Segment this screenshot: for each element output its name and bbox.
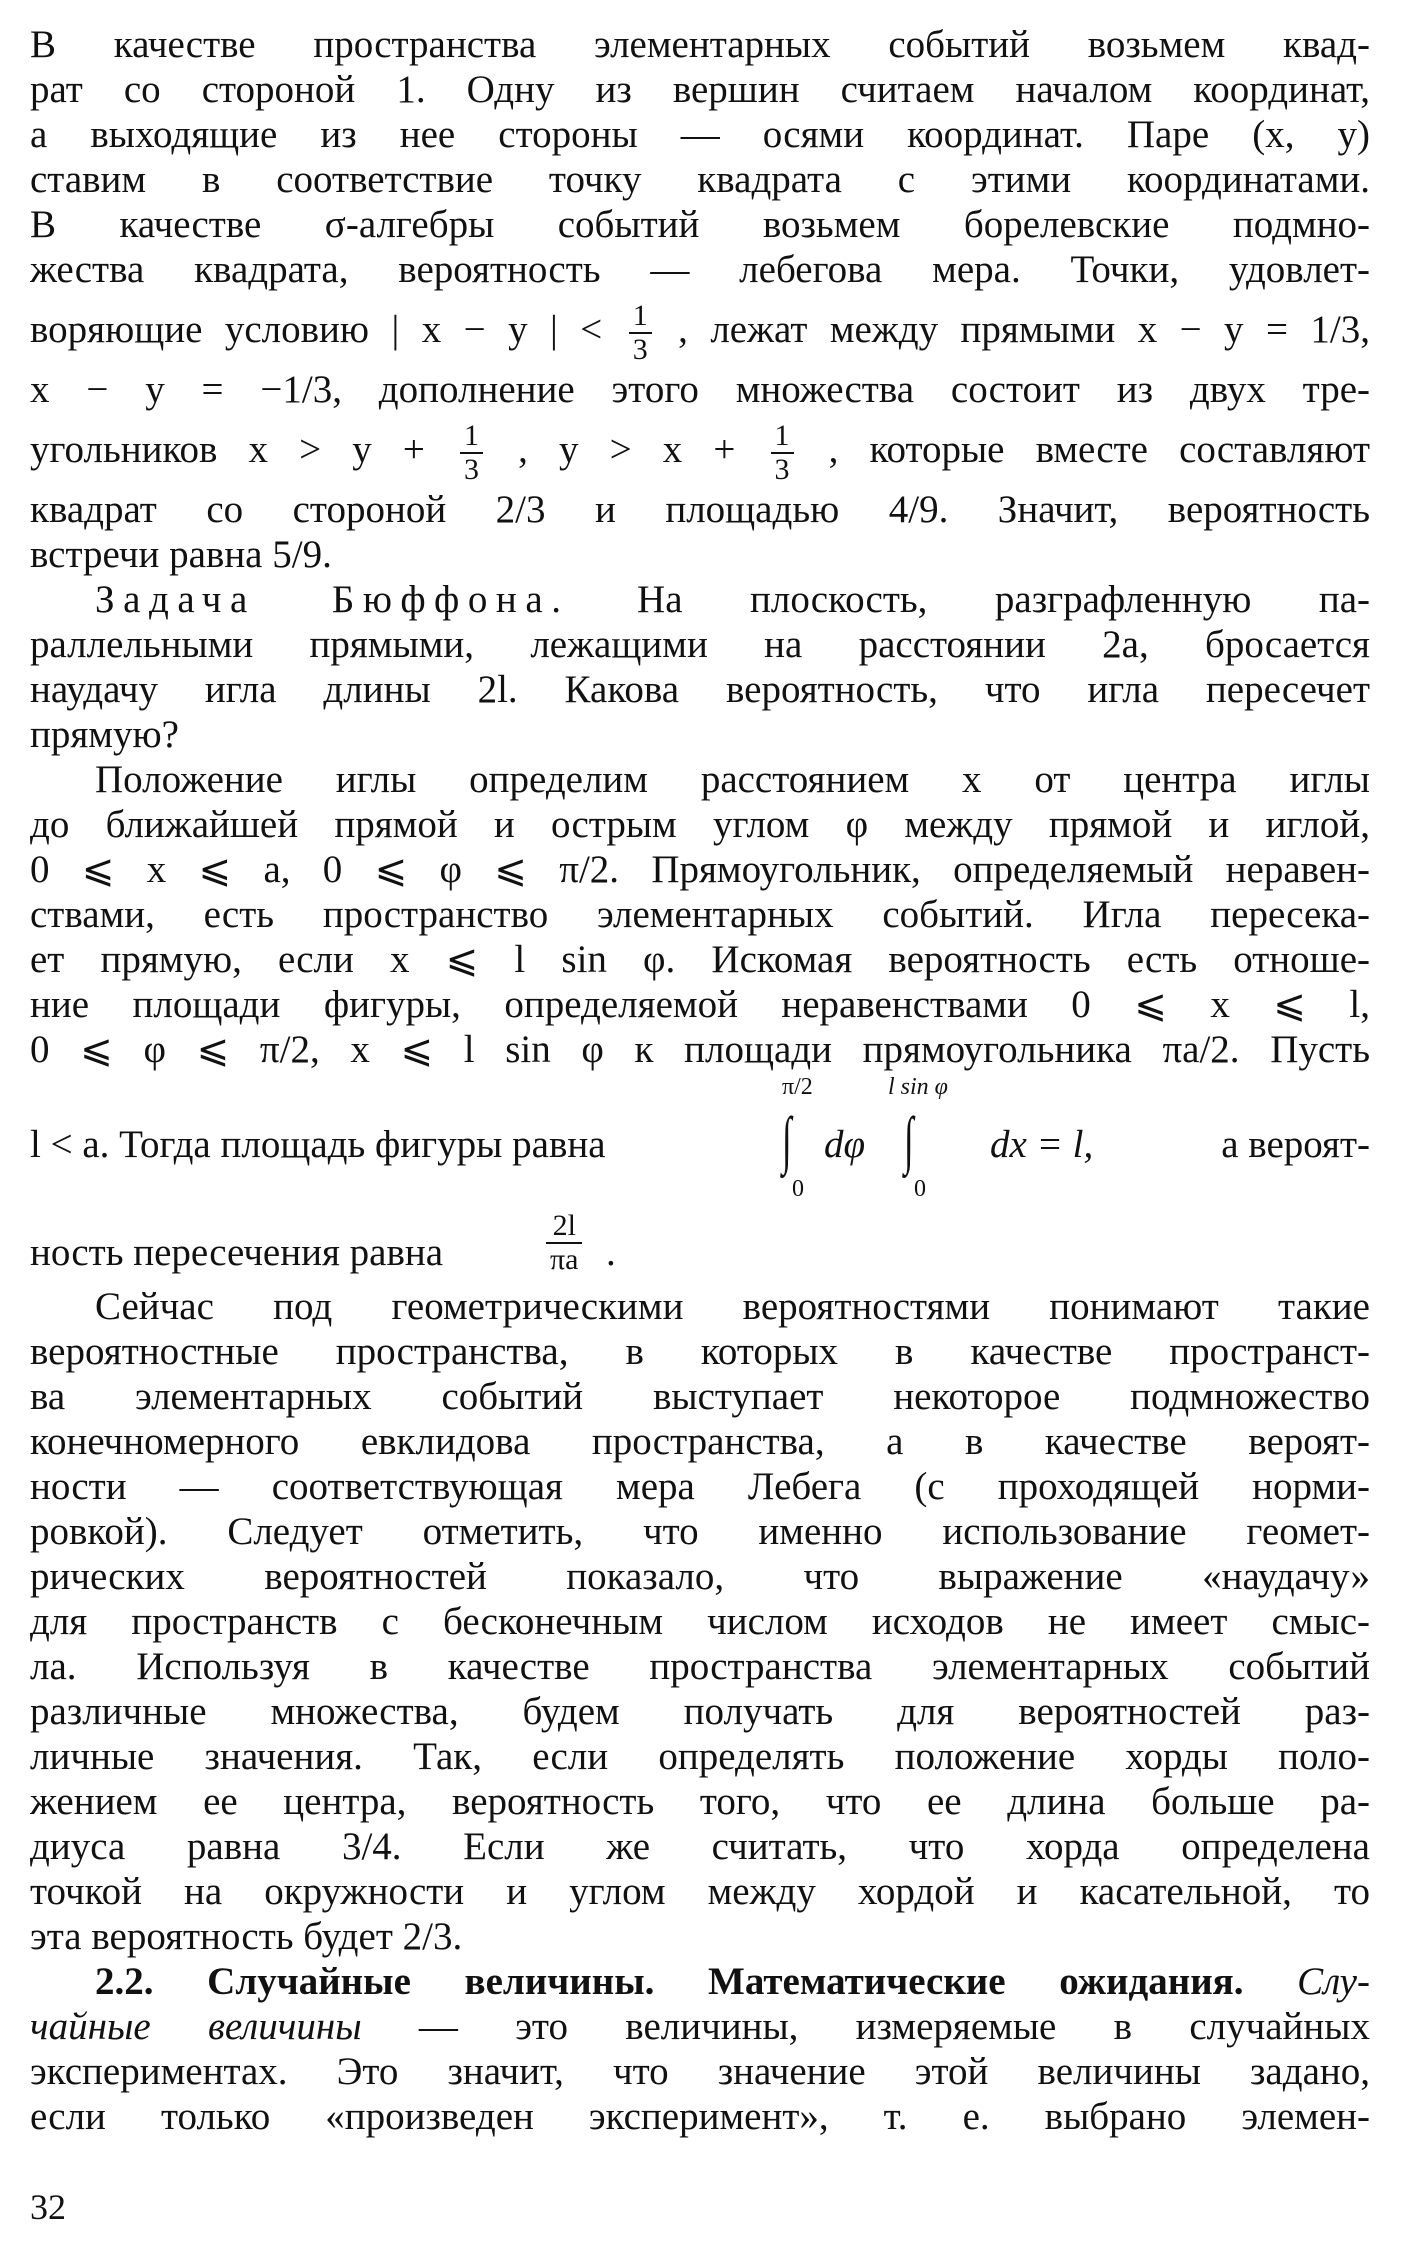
fraction-denominator: 3: [632, 333, 648, 367]
text-line: ние площади фигуры, определяемой неравенствами 0 ⩽ x ⩽ l,: [30, 983, 1370, 1026]
text-line: прямую?: [30, 713, 179, 756]
text-line: ставим в соответствие точку квадрата с этими координатами.: [30, 158, 1370, 201]
text-line: если только «произведен эксперимент», т. е. выбрано элемен-: [30, 2095, 1370, 2138]
text-line: [30, 2004, 1370, 2049]
text-segment: На плоскость, разграфленную па-: [569, 578, 1370, 621]
text-line: точкой на окружности и углом между хордой и касательной, то: [30, 1870, 1370, 1913]
text-line: раллельными прямыми, лежащими на расстоянии 2a, бросается: [30, 623, 1370, 666]
text-line: вероятностные пространства, в которых в качестве пространст-: [30, 1330, 1370, 1373]
fraction-numerator: 1: [629, 300, 652, 334]
problem-title: Задача Бюффона.: [95, 578, 570, 621]
section-heading: 2.2. Случайные величины. Математические ожидания.: [95, 1960, 1244, 2003]
text-line: конечномерного евклидова пространства, а в качестве вероят-: [30, 1420, 1370, 1463]
formula-line: [30, 412, 1370, 487]
text-line: ровкой). Следует отметить, что именно использование геомет-: [30, 1510, 1370, 1553]
text-line: различные множества, будем получать для вероятностей раз-: [30, 1690, 1370, 1733]
text-line: ла. Используя в качестве пространства элементарных событий: [30, 1645, 1370, 1688]
italic-term: чайные величины: [30, 2005, 362, 2048]
integral-sign: ∫: [903, 1104, 914, 1175]
fraction-denominator: 3: [464, 453, 479, 487]
text-line: диуса равна 3/4. Если же считать, что хорда определена: [30, 1825, 1370, 1868]
paragraph-start: [30, 577, 1370, 622]
section-heading-line: [30, 1959, 1370, 2004]
integral-lower-limit: 0: [914, 1176, 926, 1202]
fraction-denominator: 3: [774, 453, 790, 487]
text-segment: , лежат между прямыми x − y = 1/3,: [678, 308, 1370, 351]
text-line: наудачу игла длины 2l. Какова вероятность, что игла пересечет: [30, 668, 1370, 711]
text-line: жества квадрата, вероятность — лебегова мера. Точки, удовлет-: [30, 248, 1370, 291]
text-line: а выходящие из нее стороны — осями координат. Паре (x, y): [30, 113, 1370, 156]
text-line: ствами, есть пространство элементарных событий. Игла пересека-: [30, 893, 1370, 936]
text-line: до ближайшей прямой и острым углом φ между прямой и иглой,: [30, 803, 1370, 846]
fraction: [629, 300, 652, 366]
text-segment: l < a. Тогда площадь фигуры равна: [30, 1123, 606, 1166]
text-line: 0 ⩽ φ ⩽ π/2, x ⩽ l sin φ к площади прямоугольника πa/2. Пусть: [30, 1028, 1370, 1071]
text-segment: Слу-: [1243, 1960, 1370, 2003]
text-segment: dx = l,: [990, 1123, 1094, 1166]
text-column: [30, 22, 1370, 2139]
fraction-numerator: 1: [771, 420, 794, 454]
formula-line: [30, 1209, 1370, 1284]
text-line: для пространств с бесконечным числом исходов не имеет смыс-: [30, 1600, 1370, 1643]
text-segment: а вероят-: [1221, 1123, 1370, 1166]
text-segment: dφ: [824, 1123, 866, 1166]
fraction: [546, 1210, 582, 1276]
text-line: рических вероятностей показало, что выражение «наудачу»: [30, 1555, 1370, 1598]
text-segment: ность пересечения равна: [30, 1231, 444, 1274]
text-line: ва элементарных событий выступает некоторое подмножество: [30, 1375, 1370, 1418]
text-line: эта вероятность будет 2/3.: [30, 1915, 463, 1958]
text-line: рат со стороной 1. Одну из вершин считаем началом координат,: [30, 68, 1370, 111]
text-line: В качестве пространства элементарных событий возьмем квад-: [30, 23, 1370, 66]
fraction-numerator: 1: [460, 420, 483, 454]
text-segment: .: [606, 1231, 616, 1274]
fraction: [771, 420, 794, 486]
formula-line: [30, 292, 1370, 367]
text-segment: , y > x +: [518, 428, 736, 471]
text-segment: , которые вместе составляют: [828, 428, 1370, 471]
text-line: x − y = −1/3, дополнение этого множества состоит из двух тре-: [30, 368, 1370, 411]
text-line: квадрат со стороной 2/3 и площадью 4/9. Значит, вероятность: [30, 488, 1370, 531]
text-line: Положение иглы определим расстоянием x от центра иглы: [95, 758, 1370, 801]
integral-formula: [30, 1072, 1370, 1212]
integral-sign: ∫: [781, 1104, 792, 1175]
text-line: жением ее центра, вероятность того, что ее длина больше ра-: [30, 1780, 1370, 1823]
text-line: 0 ⩽ x ⩽ a, 0 ⩽ φ ⩽ π/2. Прямоугольник, определяемый неравен-: [30, 848, 1370, 891]
text-line: Сейчас под геометрическими вероятностями понимают такие: [95, 1285, 1370, 1328]
text-line: экспериментах. Это значит, что значение этой величины задано,: [30, 2050, 1370, 2093]
integral-upper-limit: π/2: [782, 1074, 813, 1100]
fraction-denominator: πa: [550, 1243, 579, 1276]
text-line: личные значения. Так, если определять положение хорды поло-: [30, 1735, 1370, 1778]
text-segment: воряющие условию | x − y | <: [30, 308, 603, 351]
text-segment: — это величины, измеряемые в случайных: [361, 2005, 1370, 2048]
text-line: ет прямую, если x ⩽ l sin φ. Искомая вероятность есть отноше-: [30, 938, 1370, 981]
page-number: 32: [30, 2187, 66, 2227]
text-line: ности — соответствующая мера Лебега (с проходящей норми-: [30, 1465, 1370, 1508]
fraction: [460, 420, 483, 486]
text-segment: угольников x > y +: [30, 428, 425, 471]
integral-upper-limit: l sin φ: [888, 1074, 948, 1100]
text-line: встречи равна 5/9.: [30, 533, 332, 576]
text-line: В качестве σ-алгебры событий возьмем борелевские подмно-: [30, 203, 1370, 246]
fraction-numerator: 2l: [546, 1210, 582, 1244]
integral-lower-limit: 0: [792, 1176, 804, 1202]
